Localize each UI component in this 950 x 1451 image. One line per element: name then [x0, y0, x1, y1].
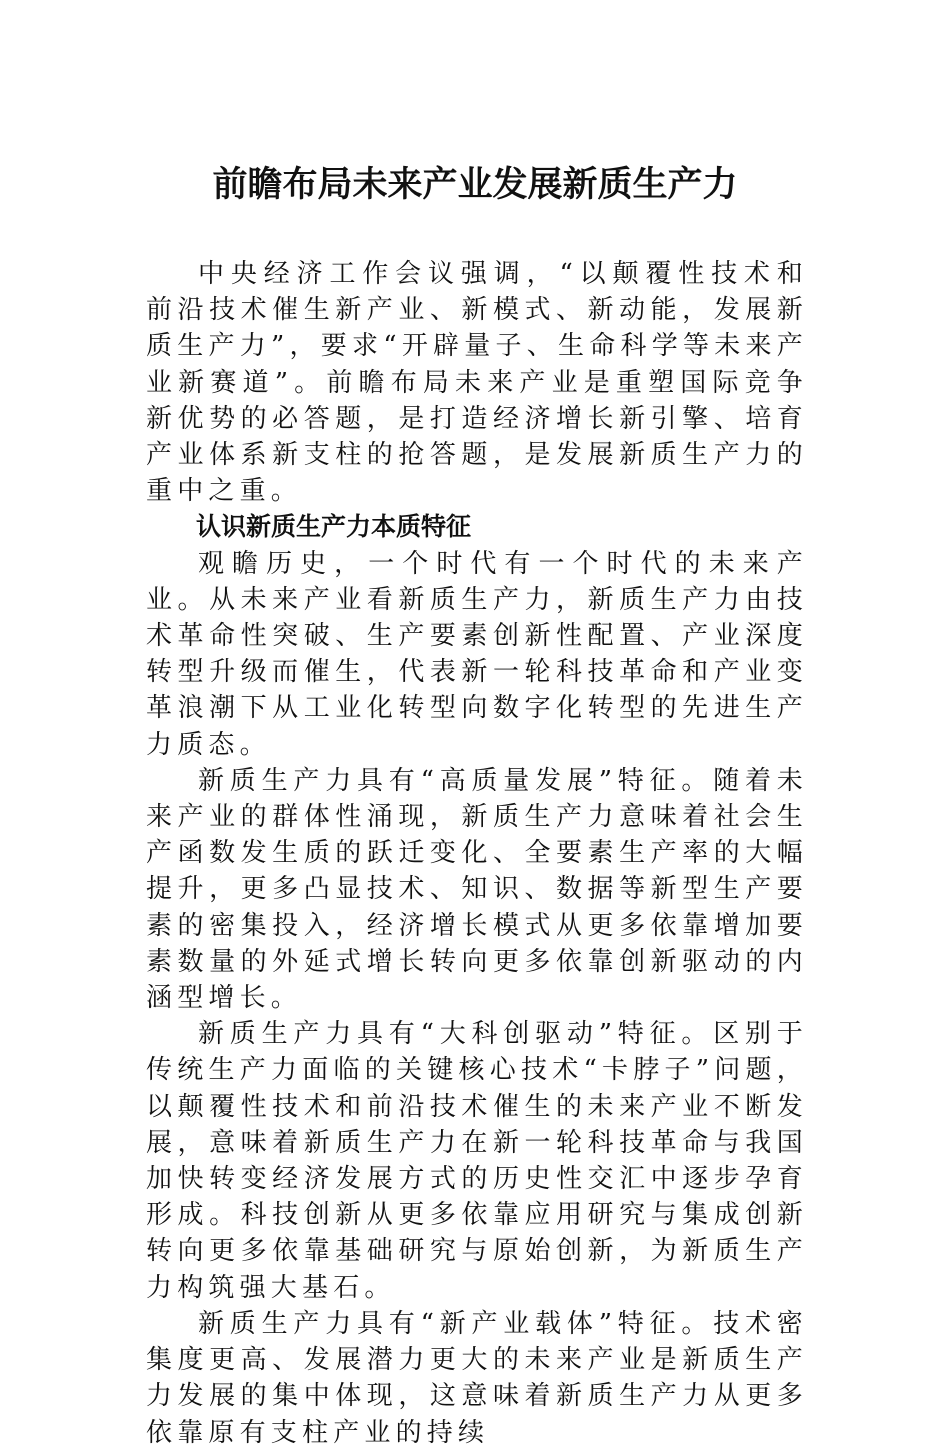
industry-carrier-paragraph: 新质生产力具有“新产业载体”特征。技术密集度更高、发展潜力更大的未来产业是新质生产力发展的集中体现，这意味着新质生产力从更多依靠原有支柱产业的持续: [146, 1308, 808, 1448]
high-quality-paragraph: 新质生产力具有“高质量发展”特征。随着未来产业的群体性涌现，新质生产力意味着社会生产函数发生质的跃迁变化、全要素生产率的大幅提升，更多凸显技术、知识、数据等新型生产要素的密集投入，经济增长模式从更多依靠增加要素数量的外延式增长转向更多依靠创新驱动的内涵型增长。: [146, 765, 808, 1014]
document-body: [146, 256, 808, 1451]
section-heading: 认识新质生产力本质特征: [196, 512, 472, 542]
innovation-paragraph: 新质生产力具有“大科创驱动”特征。区别于传统生产力面临的关键核心技术“卡脖子”问题，以颠覆性技术和前沿技术催生的未来产业不断发展，意味着新质生产力在新一轮科技革命与我国加快转变经济发展方式的历史性交汇中逐步孕育形成。科技创新从更多依靠应用研究与集成创新转向更多依靠基础研究与原始创新，为新质生产力构筑强大基石。: [146, 1019, 808, 1303]
intro-paragraph: 中央经济工作会议强调，“以颠覆性技术和前沿技术催生新产业、新模式、新动能，发展新质生产力”，要求“开辟量子、生命科学等未来产业新赛道”。前瞻布局未来产业是重塑国际竞争新优势的必答题，是打造经济增长新引擎、培育产业体系新支柱的抢答题，是发展新质生产力的重中之重。: [146, 259, 808, 507]
document-title: 前瞻布局未来产业发展新质生产力: [212, 164, 738, 205]
history-paragraph: 观瞻历史，一个时代有一个时代的未来产业。从未来产业看新质生产力，新质生产力由技术革命性突破、生产要素创新性配置、产业深度转型升级而催生，代表新一轮科技革命和产业变革浪潮下从工业化转型向数字化转型的先进生产力质态。: [146, 548, 808, 760]
